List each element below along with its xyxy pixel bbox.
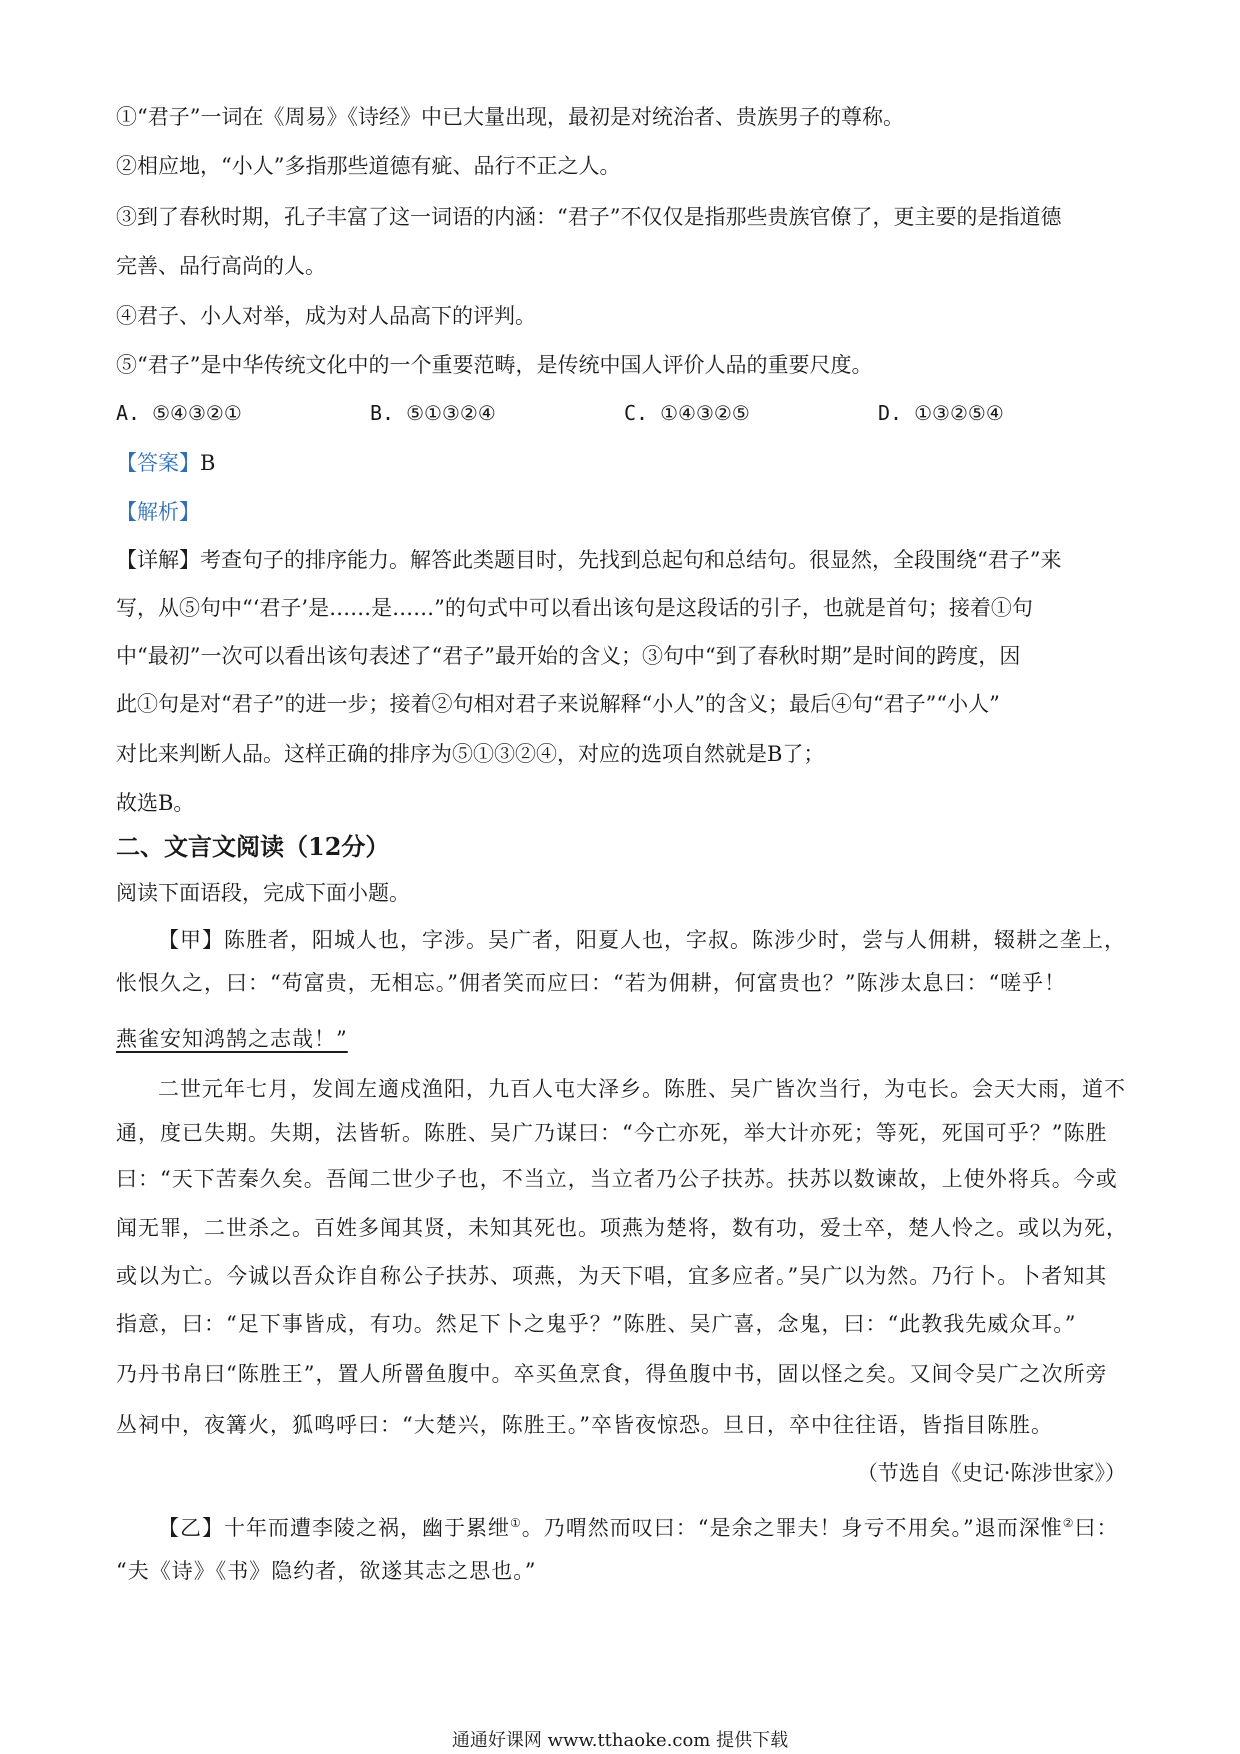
passage-jia-line-2: 怅恨久之，曰：“苟富贵，无相忘。”佣者笑而应曰：“若为佣耕，何富贵也？”陈涉太息曰：“嗟乎！ — [116, 971, 1067, 995]
detail-line-3: 中“最初”一次可以看出该句表述了“君子”最开始的含义；③句中“到了春秋时期”是时间的跨度，因 — [116, 644, 1021, 668]
detail-line-2: 写，从⑤句中“‘君子’是……是……”的句式中可以看出该句是这段话的引子，也就是首句；接着①句 — [116, 596, 1033, 620]
sentence-2: ②相应地，“小人”多指那些道德有疵、品行不正之人。 — [116, 154, 621, 178]
passage-jia2-line-6: 指意，曰：“足下事皆成，有功。然足下卜之鬼乎？”陈胜、吴广喜，念鬼，曰：“此教我先威众耳。” — [116, 1312, 1077, 1336]
option-b: B. ⑤①③②④ — [370, 401, 496, 425]
passage-yi-text-b: 。乃喟然而叹曰：“是余之罪夫！身亏不用矣。”退而深惟 — [521, 1516, 1063, 1540]
passage-yi-line-2: “夫《诗》《书》隐约者，欲遂其志之思也。” — [116, 1559, 537, 1583]
passage-yi-line-1 — [116, 1508, 1168, 1543]
answer-line — [116, 448, 1126, 478]
answer-value: B — [200, 451, 216, 475]
sentence-1: ①“君子”一词在《周易》《诗经》中已大量出现，最初是对统治者、贵族男子的尊称。 — [116, 105, 904, 129]
passage-jia2-line-8: 丛祠中，夜篝火，狐鸣呼曰：“大楚兴，陈胜王。”卒皆夜惊恐。旦日，卒中往往语，皆指目陈胜。 — [116, 1413, 1053, 1437]
detail-line-6: 故选B。 — [116, 791, 195, 815]
analysis-label: 【解析】 — [116, 500, 200, 524]
passage-jia2-line-5: 或以为亡。今诚以吾众诈自称公子扶苏、项燕，为天下唱，宜多应者。”吴广以为然。乃行卜。卜者知其 — [116, 1264, 1108, 1288]
passage-yi-text-a: 【乙】十年而遭李陵之祸，幽于累绁 — [158, 1516, 510, 1540]
option-c: C. ①④③②⑤ — [624, 401, 750, 425]
sentence-3-cont: 完善、品行高尚的人。 — [116, 254, 326, 278]
sentence-3: ③到了春秋时期，孔子丰富了这一词语的内涵：“君子”不仅仅是指那些贵族官僚了，更主要的是指道德 — [116, 205, 1062, 229]
option-a: A. ⑤④③②① — [116, 401, 242, 425]
section-instruction: 阅读下面语段，完成下面小题。 — [116, 881, 410, 905]
answer-label: 【答案】 — [116, 451, 200, 475]
passage-jia2-line-2: 通，度已失期。失期，法皆斩。陈胜、吴广乃谋曰：“今亡亦死，举大计亦死；等死，死国可乎？”陈胜 — [116, 1121, 1108, 1145]
passage-jia-line-3 — [116, 1024, 1126, 1054]
passage-jia2-line-7: 乃丹书帛曰“陈胜王”，置人所罾鱼腹中。卒买鱼烹食，得鱼腹中书，固以怪之矣。又间令吴广之次所旁 — [116, 1362, 1108, 1386]
sentence-4: ④君子、小人对举，成为对人品高下的评判。 — [116, 304, 536, 328]
sentence-5: ⑤“君子”是中华传统文化中的一个重要范畴，是传统中国人评价人品的重要尺度。 — [116, 353, 873, 377]
footer-watermark: 通通好课网 www.tthaoke.com 提供下载 — [451, 1730, 789, 1751]
passage-yi-text-c: 曰： — [1074, 1516, 1119, 1540]
footnote-marker-2: ② — [1062, 1516, 1075, 1530]
underlined-sentence: 燕雀安知鸿鹄之志哉！” — [116, 1027, 348, 1051]
passage-jia2-line-4: 闻无罪，二世杀之。百姓多闻其贤，未知其死也。项燕为楚将，数有功，爱士卒，楚人怜之。或以为死， — [116, 1216, 1128, 1240]
passage-jia2-line-3: 曰：“天下苦秦久矣。吾闻二世少子也，不当立，当立者乃公子扶苏。扶苏以数谏故，上使外将兵。今或 — [116, 1167, 1118, 1191]
passage-jia-line-1: 【甲】陈胜者，阳城人也，字涉。吴广者，阳夏人也，字叔。陈涉少时，尝与人佣耕，辍耕之垄上， — [158, 928, 1126, 952]
section-title: 二、文言文阅读（12分） — [116, 832, 390, 861]
passage-jia2-line-1: 二世元年七月，发闾左適戍渔阳，九百人屯大泽乡。陈胜、吴广皆次当行，为屯长。会天大雨，道不 — [158, 1077, 1126, 1101]
detail-line-4: 此①句是对“君子”的进一步；接着②句相对君子来说解释“小人”的含义；最后④句“君子”“小人” — [116, 692, 1000, 716]
detail-line-1: 【详解】考查句子的排序能力。解答此类题目时，先找到总起句和总结句。很显然，全段围绕“君子”来 — [116, 548, 1062, 572]
option-d: D. ①③②⑤④ — [878, 401, 1004, 425]
source-note: （节选自《史记·陈涉世家》） — [856, 1461, 1126, 1485]
footnote-marker-1: ① — [510, 1516, 522, 1530]
detail-line-5: 对比来判断人品。这样正确的排序为⑤①③②④，对应的选项自然就是B了； — [116, 742, 825, 766]
